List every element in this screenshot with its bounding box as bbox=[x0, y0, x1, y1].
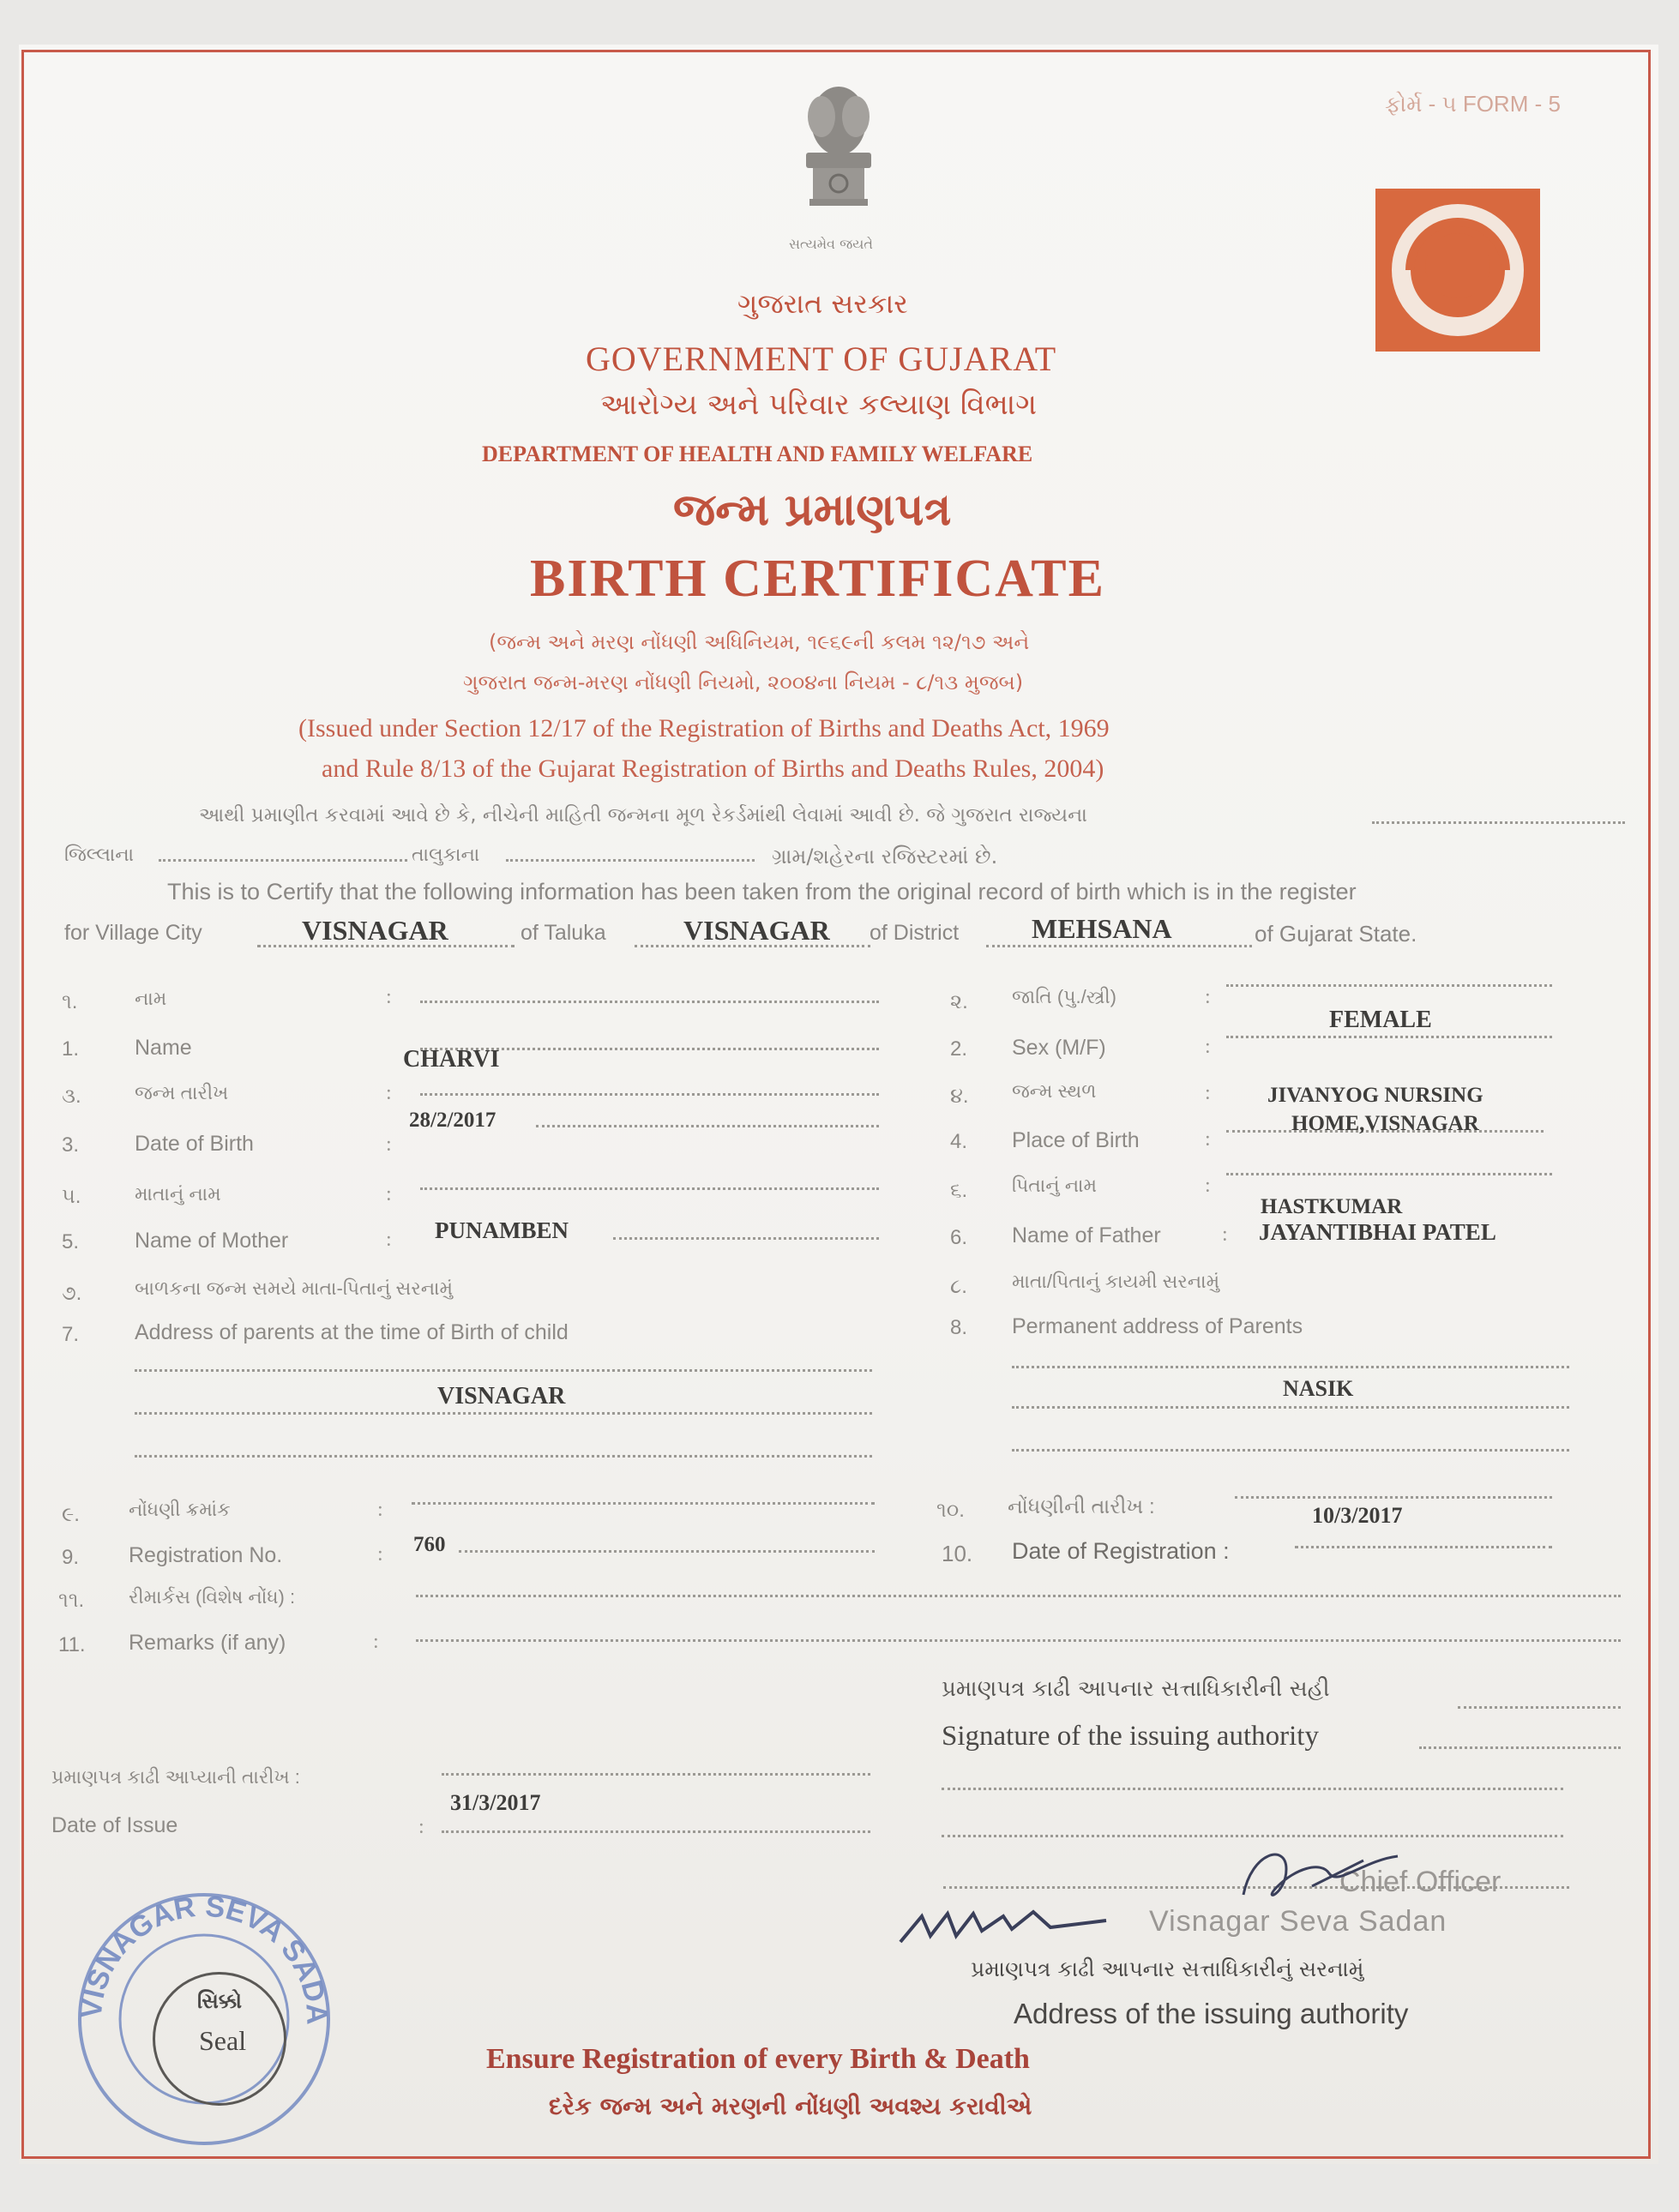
sex-value: FEMALE bbox=[1329, 1007, 1432, 1033]
signature-label: Signature of the issuing authority bbox=[942, 1721, 1319, 1752]
reg-date-number: 10. bbox=[942, 1541, 973, 1566]
name-label-gu: નામ bbox=[135, 988, 167, 1009]
form-number: ફોર્મ - ૫ FORM - 5 bbox=[1385, 91, 1561, 117]
addr-perm-blank-2 bbox=[1012, 1406, 1569, 1409]
father-colon-gu: : bbox=[1205, 1175, 1211, 1197]
state-blank bbox=[1372, 821, 1625, 824]
father-label: Name of Father bbox=[1012, 1223, 1161, 1247]
mother-number-gu: ૫. bbox=[62, 1185, 81, 1208]
reg-no-blank bbox=[459, 1550, 875, 1553]
addr-perm-blank-1 bbox=[1012, 1366, 1569, 1368]
mother-value: PUNAMBEN bbox=[435, 1217, 569, 1243]
certify-gujarati-line-1: આથી પ્રમાણીત કરવામાં આવે છે કે, નીચેની માહિતી જન્મના મૂળ રેકર્ડમાંથી લેવામાં આવી છે. જે ગુજરાત રાજ્યના bbox=[199, 804, 1087, 826]
seal-center-en: Seal bbox=[199, 2025, 247, 2056]
reg-no-blank-gu bbox=[412, 1502, 875, 1505]
emblem-caption: સત્યમેવ જયતે bbox=[789, 236, 873, 252]
footer-gujarati: દરેક જન્મ અને મરણની નોંધણી અવશ્ય કરાવીએ bbox=[549, 2092, 1032, 2120]
mother-label-gu: માતાનું નામ bbox=[135, 1183, 221, 1205]
remarks-number-gu: ૧૧. bbox=[58, 1589, 85, 1612]
dept-gujarati: આરોગ્ય અને પરિવાર કલ્યાણ વિભાગ bbox=[600, 388, 1038, 422]
name-blank-gu bbox=[420, 1001, 879, 1003]
signature-blank-gu bbox=[1458, 1706, 1621, 1709]
issue-blank-gu bbox=[442, 1773, 870, 1776]
remarks-label: Remarks (if any) bbox=[129, 1631, 286, 1655]
reg-no-number: 9. bbox=[62, 1546, 80, 1569]
sex-number: 2. bbox=[950, 1037, 968, 1061]
signature-blank-2 bbox=[942, 1788, 1563, 1790]
addr-perm-label-gu: માતા/પિતાનું કાયમી સરનામું bbox=[1012, 1271, 1220, 1292]
signature-label-gu: પ્રમાણપત્ર કાઢી આપનાર સત્તાધિકારીની સહી bbox=[942, 1676, 1330, 1702]
dob-colon: : bbox=[386, 1133, 392, 1156]
dob-label: Date of Birth bbox=[135, 1132, 254, 1156]
pob-colon-gu: : bbox=[1205, 1082, 1211, 1104]
pob-value-line-1: JIVANYOG NURSING bbox=[1267, 1084, 1483, 1107]
pob-label: Place of Birth bbox=[1012, 1128, 1140, 1152]
addr-perm-label: Permanent address of Parents bbox=[1012, 1314, 1303, 1338]
act-english-line-1: (Issued under Section 12/17 of the Registration of Births and Deaths Act, 1969 bbox=[298, 714, 1110, 742]
father-value-line-1: HASTKUMAR bbox=[1261, 1195, 1403, 1218]
addr-perm-number: 8. bbox=[950, 1316, 968, 1339]
district-value: MEHSANA bbox=[1032, 913, 1172, 944]
certify-village-label: for Village City bbox=[64, 921, 202, 945]
handwritten-signature bbox=[883, 1835, 1441, 1963]
pob-value-line-2: HOME,VISNAGAR bbox=[1291, 1112, 1479, 1135]
issue-value: 31/3/2017 bbox=[450, 1790, 541, 1815]
name-value: CHARVI bbox=[403, 1046, 500, 1073]
footer-english: Ensure Registration of every Birth & Death bbox=[486, 2043, 1030, 2075]
father-number-gu: ૬. bbox=[950, 1179, 968, 1202]
title-english: BIRTH CERTIFICATE bbox=[530, 550, 1106, 608]
father-colon: : bbox=[1222, 1223, 1228, 1246]
dob-number-gu: ૩. bbox=[62, 1085, 81, 1108]
taluka-blank-gu bbox=[506, 859, 755, 862]
district-blank-gu bbox=[159, 859, 407, 862]
addr-birth-blank-3 bbox=[135, 1455, 872, 1458]
issue-blank bbox=[442, 1830, 870, 1833]
sex-colon: : bbox=[1205, 1036, 1211, 1058]
address-label-gu: પ્રમાણપત્ર કાઢી આપનાર સત્તાધિકારીનું સરનામું bbox=[971, 1957, 1364, 1981]
reg-no-label: Registration No. bbox=[129, 1543, 283, 1567]
title-gujarati: જન્મ પ્રમાણપત્ર bbox=[673, 484, 952, 536]
sex-label-gu: જાતિ (પુ./સ્ત્રી) bbox=[1012, 986, 1116, 1007]
sex-colon-gu: : bbox=[1205, 986, 1211, 1008]
issue-label: Date of Issue bbox=[51, 1813, 178, 1837]
mother-number: 5. bbox=[62, 1230, 80, 1253]
addr-perm-number-gu: ૮. bbox=[950, 1275, 967, 1298]
name-colon-gu: : bbox=[386, 986, 392, 1008]
reg-no-colon: : bbox=[377, 1543, 383, 1566]
mother-blank bbox=[613, 1237, 879, 1240]
sex-number-gu: ૨. bbox=[950, 990, 968, 1013]
officer-office: Visnagar Seva Sadan bbox=[1149, 1905, 1447, 1938]
pob-number: 4. bbox=[950, 1130, 968, 1153]
dob-blank-gu bbox=[420, 1093, 879, 1096]
village-value: VISNAGAR bbox=[302, 915, 448, 946]
issue-colon: : bbox=[418, 1816, 424, 1838]
act-gujarati-line-2: ગુજરાત જન્મ-મરણ નોંધણી નિયમો, ૨૦૦૪ના નિયમ - ૮/૧૩ મુજબ) bbox=[463, 670, 1024, 694]
sex-blank-gu bbox=[1226, 984, 1552, 987]
father-number: 6. bbox=[950, 1226, 968, 1249]
reg-date-blank-gu bbox=[1235, 1496, 1552, 1499]
govt-english: GOVERNMENT OF GUJARAT bbox=[586, 340, 1057, 378]
reg-no-label-gu: નોંધણી ક્રમાંક bbox=[129, 1499, 231, 1520]
act-english-line-2: and Rule 8/13 of the Gujarat Registration of Births and Deaths Rules, 2004) bbox=[322, 754, 1104, 783]
mother-colon: : bbox=[386, 1229, 392, 1251]
ashoka-emblem-icon bbox=[787, 82, 890, 237]
reg-no-value: 760 bbox=[413, 1533, 446, 1556]
addr-birth-number: 7. bbox=[62, 1323, 80, 1346]
remarks-number: 11. bbox=[58, 1633, 86, 1656]
pob-colon: : bbox=[1205, 1128, 1211, 1151]
addr-birth-number-gu: ૭. bbox=[62, 1282, 82, 1305]
reg-no-number-gu: ૯. bbox=[62, 1503, 80, 1526]
addr-birth-label-gu: બાળકના જન્મ સમયે માતા-પિતાનું સરનામું bbox=[135, 1277, 454, 1299]
pob-label-gu: જન્મ સ્થળ bbox=[1012, 1080, 1097, 1102]
certify-taluka-label: of Taluka bbox=[521, 921, 606, 945]
name-label: Name bbox=[135, 1036, 192, 1060]
act-gujarati-line-1: (જન્મ અને મરણ નોંધણી અધિનિયમ, ૧૯૬૯ની કલમ ૧૨/૧૭ અને bbox=[489, 630, 1030, 654]
mother-blank-gu bbox=[420, 1187, 879, 1190]
addr-perm-blank-3 bbox=[1012, 1449, 1569, 1452]
addr-birth-blank-2 bbox=[135, 1412, 872, 1415]
certify-gujarati-village: ગ્રામ/શહેરના રજિસ્ટરમાં છે. bbox=[772, 845, 998, 869]
govt-gujarati: ગુજરાત સરકાર bbox=[737, 287, 908, 320]
addr-birth-label: Address of parents at the time of Birth of child bbox=[135, 1320, 569, 1344]
reg-date-blank bbox=[1295, 1546, 1552, 1548]
district-blank bbox=[986, 945, 1252, 947]
name-number-gu: ૧. bbox=[62, 990, 78, 1013]
addr-birth-blank-1 bbox=[135, 1369, 872, 1372]
dob-value: 28/2/2017 bbox=[409, 1109, 496, 1132]
remarks-label-gu: રીમાર્કસ (વિશેષ નોંધ) : bbox=[129, 1586, 296, 1608]
sex-blank bbox=[1226, 1036, 1552, 1038]
name-number: 1. bbox=[62, 1037, 80, 1061]
taluka-value: VISNAGAR bbox=[683, 915, 830, 946]
remarks-colon: : bbox=[373, 1631, 379, 1653]
addr-perm-value: NASIK bbox=[1283, 1376, 1354, 1401]
certify-gujarati-district: જિલ્લાના bbox=[64, 845, 135, 866]
address-label: Address of the issuing authority bbox=[1014, 1998, 1409, 2029]
certify-state-label: of Gujarat State. bbox=[1255, 921, 1417, 947]
issue-label-gu: પ્રમાણપત્ર કાઢી આપ્યાની તારીખ : bbox=[51, 1766, 300, 1788]
remarks-blank-2 bbox=[416, 1639, 1621, 1642]
addr-birth-value: VISNAGAR bbox=[437, 1383, 566, 1410]
signature-blank bbox=[1419, 1746, 1621, 1749]
reg-no-colon-gu: : bbox=[377, 1499, 383, 1521]
pob-number-gu: ૪. bbox=[950, 1085, 969, 1108]
mother-label: Name of Mother bbox=[135, 1229, 289, 1253]
health-logo-icon bbox=[1375, 189, 1540, 352]
mother-colon-gu: : bbox=[386, 1183, 392, 1205]
seal-center-gu: સિક્કો bbox=[197, 1989, 243, 2013]
dob-colon-gu: : bbox=[386, 1082, 392, 1104]
dob-blank bbox=[536, 1125, 879, 1127]
certify-english-line-1: This is to Certify that the following information has been taken from the original record of birth which is in the register bbox=[167, 879, 1357, 905]
dept-english: DEPARTMENT OF HEALTH AND FAMILY WELFARE bbox=[482, 442, 1033, 466]
certify-district-label: of District bbox=[870, 921, 960, 945]
seal-ring-text: VISNAGAR SEVA SADA bbox=[75, 1890, 334, 2026]
certify-gujarati-taluka: તાલુકાના bbox=[412, 845, 480, 866]
remarks-blank-1 bbox=[416, 1595, 1621, 1597]
sex-label: Sex (M/F) bbox=[1012, 1036, 1106, 1060]
reg-date-number-gu: ૧૦. bbox=[936, 1499, 965, 1522]
dob-number: 3. bbox=[62, 1133, 80, 1157]
reg-date-value: 10/3/2017 bbox=[1312, 1503, 1403, 1528]
father-label-gu: પિતાનું નામ bbox=[1012, 1175, 1098, 1196]
dob-label-gu: જન્મ તારીખ bbox=[135, 1082, 229, 1103]
reg-date-label-gu: નોંધણીની તારીખ : bbox=[1008, 1495, 1155, 1518]
officer-title: Chief Officer bbox=[1339, 1866, 1501, 1898]
reg-date-label: Date of Registration : bbox=[1012, 1538, 1230, 1564]
father-blank-gu bbox=[1226, 1173, 1552, 1175]
father-value-line-2: JAYANTIBHAI PATEL bbox=[1259, 1219, 1496, 1245]
